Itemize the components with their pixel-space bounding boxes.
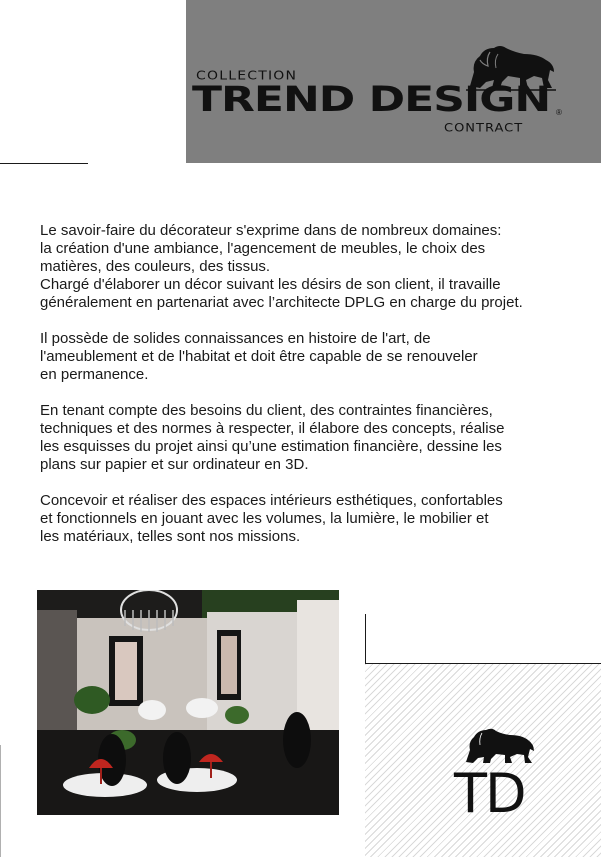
lion-icon (466, 729, 534, 763)
registered-mark: ® (556, 108, 562, 117)
logo-trend-design-text: TREND DESIGN (192, 80, 551, 120)
td-monogram-text: TD (454, 762, 525, 820)
logo-collection-text: COLLECTION (196, 68, 298, 84)
paragraph: En tenant compte des besoins du client, des contraintes financières, techniques et des normes à respecter, il élabore des concepts, réalise les esquisses du projet ainsi qu’une estimation financière, dessine les plans sur papier et sur ordinateur en 3D. (40, 402, 505, 473)
body-text (40, 222, 570, 564)
logo-contract-text: CONTRACT (444, 121, 524, 136)
paragraph: Le savoir-faire du décorateur s'exprime dans de nombreux domaines: la création d'une ambiance, l'agencement de meubles, le choix des matières, des couleurs, des tissus. Chargé d'élaborer un décor suivant les désirs de son client, il travaille généralement en partenariat avec l’architecte DPLG en charge du projet. (40, 222, 523, 311)
paragraph: Il possède de solides connaissances en histoire de l'art, de l'ameublement et de l'habitat et doit être capable de se renouveler en permanence. (40, 330, 478, 383)
restaurant-interior-image (37, 590, 339, 815)
divider-line (0, 163, 88, 164)
divider-line (0, 745, 1, 857)
header-banner (186, 0, 601, 163)
paragraph: Concevoir et réaliser des espaces intérieurs esthétiques, confortables et fonctionnels en jouant avec les volumes, la lumière, le mobilier et les matériaux, telles sont nos missions. (40, 492, 503, 545)
td-monogram-logo (452, 720, 564, 820)
